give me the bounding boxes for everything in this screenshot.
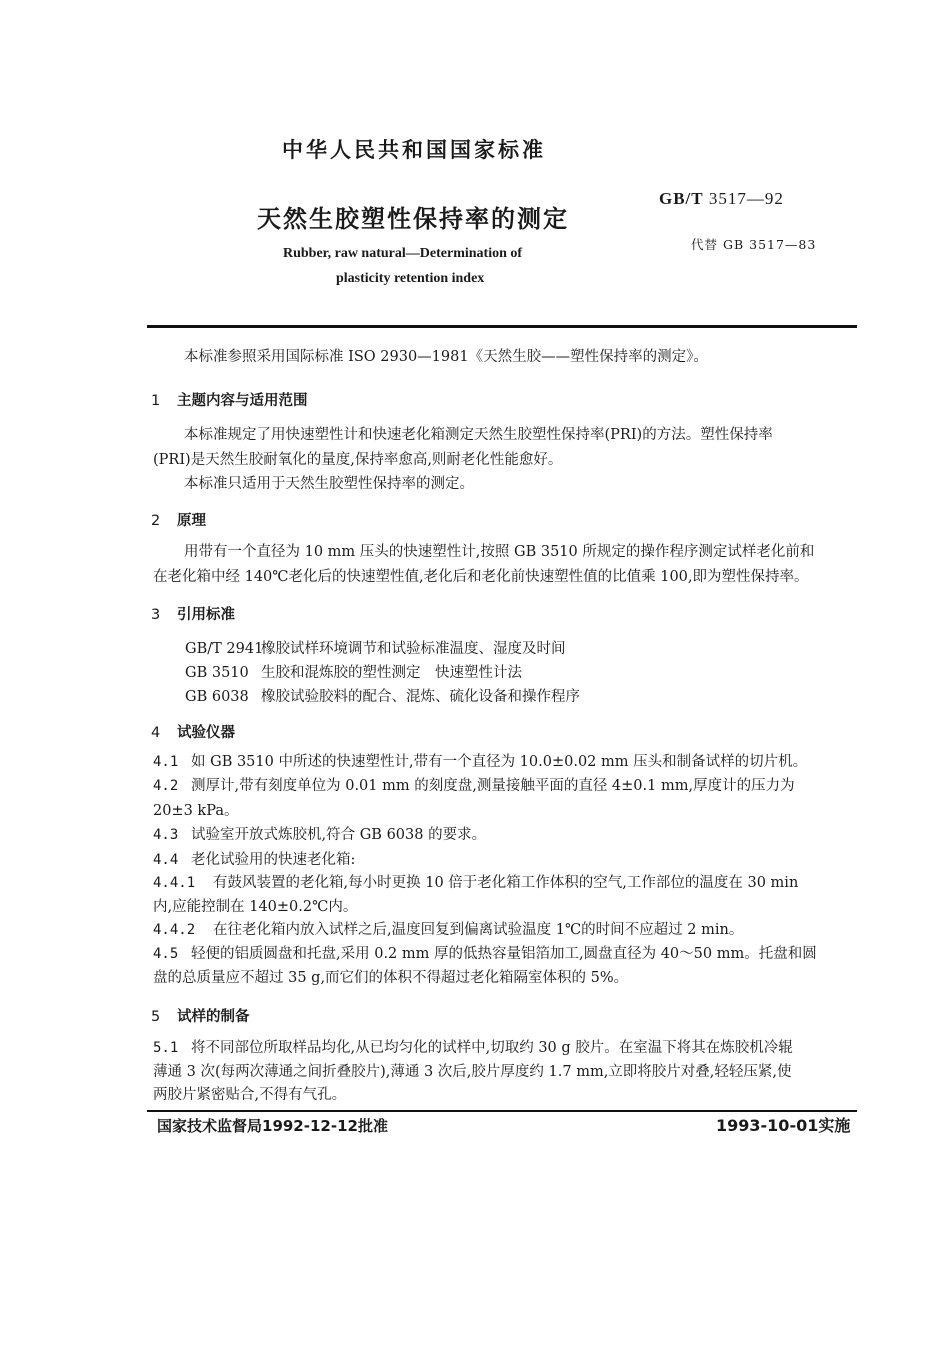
section-title: 主题内容与适用范围 — [177, 393, 308, 409]
header-divider — [147, 325, 857, 328]
s1-paragraph1-line2: (PRI)是天然生胶耐氧化的量度,保持率愈高,则耐老化性能愈好。 — [153, 452, 563, 468]
standard-number — [659, 189, 784, 209]
section-title: 引用标准 — [177, 607, 235, 623]
standard-code: 3517—92 — [708, 189, 784, 208]
clause-number: 4.5 — [153, 946, 179, 962]
section-number: 4 — [151, 725, 161, 741]
clause-number: 4.4 — [153, 852, 179, 868]
intro-paragraph: 本标准参照采用国际标准 ISO 2930—1981《天然生胶——塑性保持率的测定》。 — [184, 349, 708, 365]
clause-number: 4.4.1 — [153, 875, 196, 891]
reference-code: GB/T 2941 — [185, 641, 264, 657]
section-number: 1 — [151, 393, 161, 409]
s1-paragraph1-line1: 本标准规定了用快速塑性计和快速老化箱测定天然生胶塑性保持率(PRI)的方法。塑性保持率 — [184, 427, 773, 443]
document-title-en-line1: Rubber, raw natural—Determination of — [283, 246, 523, 261]
clause-number: 4.3 — [153, 827, 179, 843]
clause-text: 试验室开放式炼胶机,符合 GB 6038 的要求。 — [191, 827, 487, 843]
reference-item — [185, 637, 566, 658]
clause-4-4-1 — [153, 873, 798, 893]
clause-text: 有鼓风装置的老化箱,每小时更换 10 倍于老化箱工作体积的空气,工作部位的温度在 30 min — [213, 875, 799, 891]
clause-text: 如 GB 3510 中所述的快速塑性计,带有一个直径为 10.0±0.02 mm 压头和制备试样的切片机。 — [191, 754, 808, 770]
section-5-heading — [151, 1005, 250, 1026]
standard-prefix: GB/T — [659, 189, 704, 208]
clause-4-5 — [153, 944, 817, 964]
standard-organization: 中华人民共和国国家标准 — [282, 138, 546, 162]
clause-4-2 — [153, 776, 795, 796]
section-number: 3 — [151, 607, 161, 623]
section-4-heading — [151, 721, 235, 742]
clause-4-3 — [153, 825, 486, 845]
clause-4-4-2 — [153, 920, 743, 940]
section-number: 5 — [151, 1009, 161, 1025]
clause-4-2-line2: 20±3 kPa。 — [153, 803, 239, 819]
section-title: 原理 — [177, 513, 206, 529]
section-number: 2 — [151, 513, 161, 529]
clause-5-1-line2: 薄通 3 次(每两次薄通之间折叠胶片),薄通 3 次后,胶片厚度约 1.7 mm,立即将胶片对叠,轻轻压紧,使 — [153, 1064, 792, 1080]
section-title: 试验仪器 — [177, 725, 235, 741]
clause-4-4 — [153, 850, 355, 870]
reference-code: GB 3510 — [185, 665, 249, 681]
document-title-cn: 天然生胶塑性保持率的测定 — [257, 205, 569, 233]
section-title: 试样的制备 — [177, 1009, 250, 1025]
reference-text: 橡胶试样环境调节和试验标准温度、湿度及时间 — [261, 641, 566, 657]
s2-line2: 在老化箱中经 140℃老化后的快速塑性值,老化后和老化前快速塑性值的比值乘 100,即为塑性保持率。 — [153, 569, 809, 585]
clause-number: 4.4.2 — [153, 922, 196, 938]
clause-4-1 — [153, 752, 807, 772]
clause-number: 4.2 — [153, 778, 179, 794]
clause-text: 测厚计,带有刻度单位为 0.01 mm 的刻度盘,测量接触平面的直径 4±0.1 mm,厚度计的压力为 — [191, 778, 795, 794]
s2-line1: 用带有一个直径为 10 mm 压头的快速塑性计,按照 GB 3510 所规定的操作程序测定试样老化前和 — [184, 544, 815, 560]
reference-code: GB 6038 — [185, 689, 249, 705]
clause-5-1-line3: 两胶片紧密贴合,不得有气孔。 — [153, 1087, 347, 1103]
section-3-heading — [151, 603, 235, 624]
clause-text: 轻便的铝质圆盘和托盘,采用 0.2 mm 厚的低热容量铝箔加工,圆盘直径为 40～50 mm。托盘和圆 — [191, 946, 817, 962]
footer-divider — [147, 1110, 857, 1112]
reference-text: 橡胶试验胶料的配合、混炼、硫化设备和操作程序 — [261, 689, 580, 705]
reference-item — [185, 685, 580, 706]
s1-paragraph2: 本标准只适用于天然生胶塑性保持率的测定。 — [184, 476, 474, 492]
section-1-heading — [151, 389, 308, 410]
reference-item — [185, 661, 522, 682]
clause-text: 老化试验用的快速老化箱: — [191, 852, 356, 868]
clause-5-1 — [153, 1038, 793, 1058]
clause-number: 4.1 — [153, 754, 179, 770]
clause-text: 将不同部位所取样品均化,从已均匀化的试样中,切取约 30 g 胶片。在室温下将其在炼胶机冷辊 — [191, 1040, 793, 1056]
clause-text: 在往老化箱内放入试样之后,温度回复到偏离试验温度 1℃的时间不应超过 2 min。 — [213, 922, 744, 938]
clause-4-4-1-line2: 内,应能控制在 140±0.2℃内。 — [153, 899, 358, 915]
clause-number: 5.1 — [153, 1040, 179, 1056]
effective-date: 1993-10-01实施 — [716, 1116, 851, 1135]
approval-date: 国家技术监督局1992-12-12批准 — [157, 1117, 388, 1135]
document-title-en-line2: plasticity retention index — [336, 271, 485, 286]
section-2-heading — [151, 509, 206, 530]
reference-text: 生胶和混炼胶的塑性测定 快速塑性计法 — [261, 665, 522, 681]
clause-4-5-line2: 盘的总质量应不超过 35 g,而它们的体积不得超过老化箱隔室体积的 5%。 — [153, 970, 629, 986]
replaces-standard: 代替 GB 3517—83 — [691, 237, 817, 252]
